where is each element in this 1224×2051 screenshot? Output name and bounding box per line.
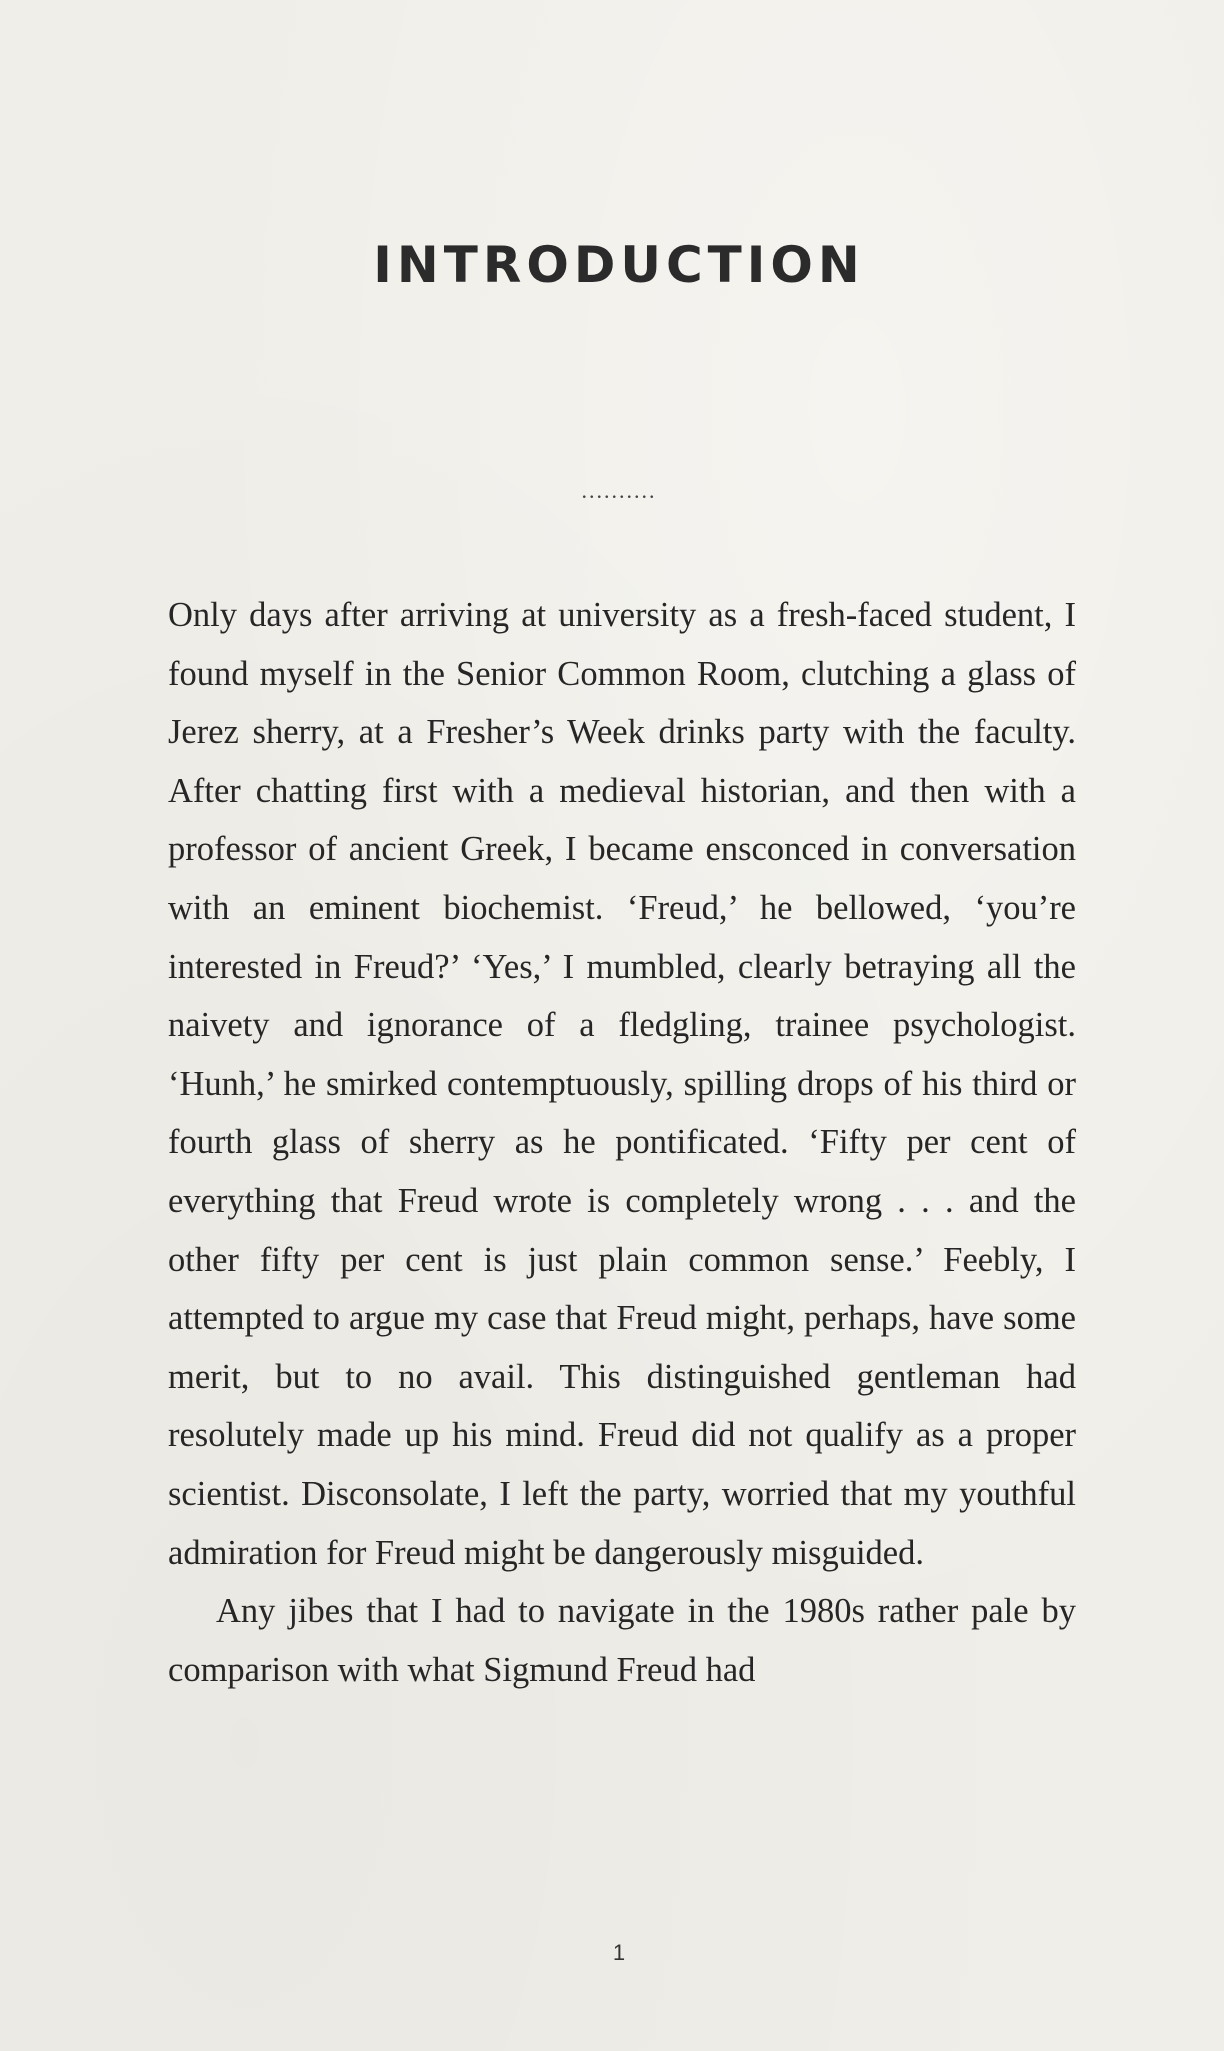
body-text	[168, 586, 1076, 1699]
chapter-title: INTRODUCTION	[373, 236, 865, 294]
section-ornament: ..........	[581, 478, 657, 503]
paragraph-1: Only days after arriving at university as a fresh-faced student, I found myself in the Senior Common Room, clutching a glass of Jerez sherry, at a Fresher’s Week drinks party with the faculty. After chatting first with a medieval historian, and then with a professor of ancient Greek, I became ensconced in conversation with an eminent biochemist. ‘Freud,’ he bellowed, ‘you’re interested in Freud?’ ‘Yes,’ I mumbled, clearly betraying all the naivety and ignorance of a fledgling, trainee psychologist. ‘Hunh,’ he smirked contemptuously, spilling drops of his third or fourth glass of sherry as he pontificated. ‘Fifty per cent of everything that Freud wrote is completely wrong . . . and the other fifty per cent is just plain common sense.’ Feebly, I attempted to argue my case that Freud might, perhaps, have some merit, but to no avail. This distinguished gentleman had resolutely made up his mind. Freud did not qualify as a proper scientist. Disconsolate, I left the party, worried that my youthful admiration for Freud might be dangerously misguided.	[168, 596, 1076, 1572]
paragraph-2: Any jibes that I had to navigate in the 1980s rather pale by comparison with what Sigmund Freud had	[168, 1592, 1076, 1689]
page-number: 1	[612, 1940, 626, 1965]
